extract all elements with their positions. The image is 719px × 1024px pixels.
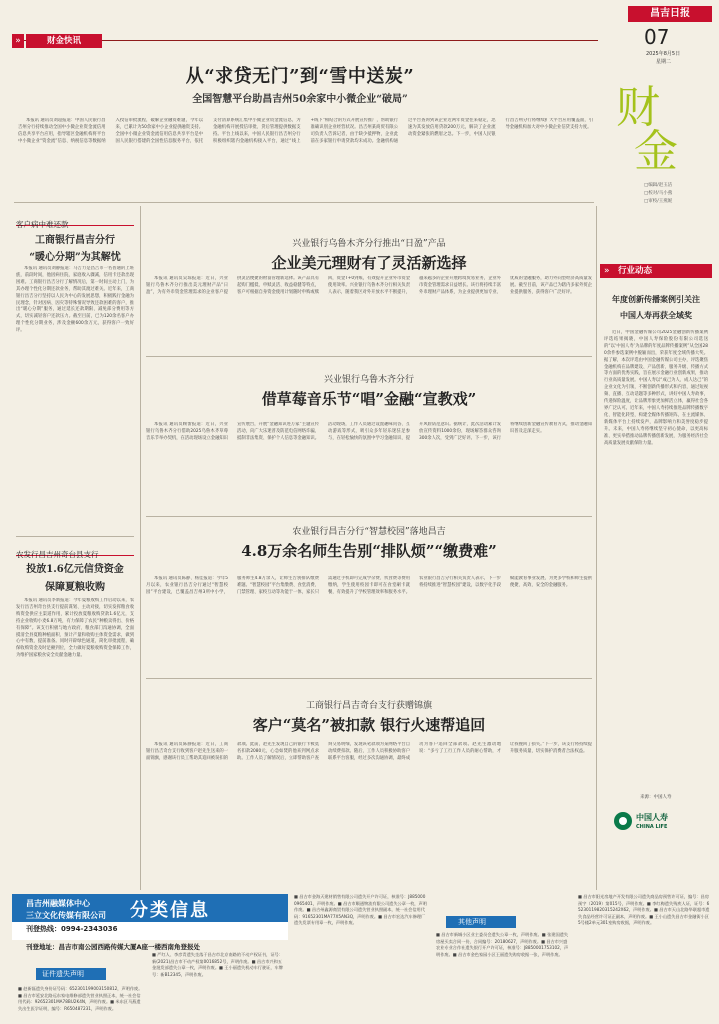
credit-review: □审校/王燕妮 <box>644 199 673 204</box>
right-column-title-2: 中国人寿再获全域奖 <box>620 310 692 320</box>
china-life-logo-mark-inner-icon <box>619 817 627 825</box>
left-story-1-body: 本报讯 通讯员刘静报道：马吉力是昌吉市一名普通的上班族，前段时间，他因病住院，家庭收入骤减，信用卡还款出现困难。工商银行昌吉分行了解情况后，第一时间主动上门，为其办理个性化分期还款业务，帮助其渡过难关。近年来，工商银行昌吉分行坚持以人民为中心的发展思想，积极践行金融为民理念，针对因病、因灾等特殊情况导致还款困难的客户，推出“暖心分期”服务，通过延长还款期限、减免部分费用等方式，切实减轻客户还款压力。截至目前，已为120余名客户办理个性化分期业务，涉及金额600余万元，获得客户一致好评。 <box>16 266 134 334</box>
left-story-2-body: 本报讯 通讯员李新报道：今年夏粮收购工作启动以来，农发行昌吉州奇台县支行提前谋划、主动对接，切实发挥粮食收购资金供应主渠道作用，累计投放夏粮收购贷款1.6亿元，支持企业收购小麦6.8万吨，有力保障了农民“种粮卖得出、价格有保障”。该支行积极与地方政府、粮食部门沟通协调，全面摸清全县夏粮种植面积、预计产量和收购主体资金需求，做到心中有数、提前准备。同时开辟绿色通道，简化审批流程，确保收购资金及时足额到位，全力做好夏粮收购资金保障工作，为维护国家粮食安全贡献金融力量。 <box>16 598 134 659</box>
right-column-chevron-icon: » <box>604 266 610 276</box>
article-4 <box>146 680 592 890</box>
article-4-headline: 客户“莫名”被扣款 银行火速帮追回 <box>252 716 486 734</box>
classified-address: 刊登地址：昌吉市南公园西路传媒大厦A座一楼西南角登报处 <box>26 943 201 951</box>
left-story-2-title-1: 投放1.6亿元信贷资金 <box>26 564 124 575</box>
classified-col-2: ■ 严红人、李彦青遗失坐落于昌吉市北京南路的不动产权证书，证号：新(2021)昌吉市不动产权第0016852号，声明作废。■ 昌吉市兴和五金批发部遗失公章一枚，声明作废。■ 王小丽遗失机动车行驶证，车牌号：新B12345，声明作废。 <box>152 952 283 977</box>
article-1-body: 本报讯 通讯员吴琼报道：近日，兴业银行乌鲁木齐分行推出美元理财产品“日盈”，为有外币资金管理需求的企业客户提供灵活便捷的财富管理新选择。该产品具有起购门槛低、申赎灵活、收益稳健等特点，客户可根据自身资金使用计划随时申购或赎回，资金T+0到账，有效提升企业外币资金使用效率。兴业银行乌鲁木齐分行相关负责人表示，随着我区对外开放水平不断提升，越来越多的企业开展跨境贸易业务，企业外币资金管理需求日益增长。该行将持续丰富外币理财产品体系，为企业提供更加专业、优质的金融服务，助力外向型经济高质量发展。截至目前，该产品已为辖内多家外贸企业提供服务，获得客户广泛好评。 <box>146 276 592 295</box>
lead-subheadline: 全国智慧平台助昌吉州50余家中小微企业“破局” <box>192 94 408 105</box>
lead-headline: 从“求贷无门”到“雪中送炭” <box>185 66 415 87</box>
classified-company-2: 三立文化传媒有限公司 <box>26 911 106 920</box>
classified-heading: 分类信息 <box>130 900 210 921</box>
right-column-body: 近日，中国金融传媒公司2025金融创新传播案例评选结果揭晓，中国人寿保险股份有限公司选送的“以‘中国人寿’为品牌的年度品牌传播案例”从全国280余件参选案例中脱颖而出，荣获年度全域传播大奖。据了解，本次评选由中国金融传媒公司主办，评选聚焦金融机构在品牌建设、产品创新、服务升级、传播方式等方面的优秀实践，旨在展示金融行业创新成果，推动行业高质量发展。中国人寿以“成己为人、成人达己”的企业文化为引领，不断创新传播形式和内容，通过短视频、直播、互动话题等多种形式，讲好中国人寿故事，传递保险温度，让品牌形象更加鲜活立体，赢得社会各界广泛认可。近年来，中国人寿持续推进品牌传播数字化、智能化转型，构建全媒体传播矩阵，在主流媒体、新媒体平台上持续发声，品牌影响力和美誉度稳步提升。未来，中国人寿将继续坚守初心使命，以更高标准、更实举措推动品牌传播创新发展，为服务经济社会高质量发展贡献保险力量。 <box>604 330 708 446</box>
article-3 <box>146 518 592 676</box>
article-1 <box>146 206 592 356</box>
article-2-kicker: 兴业银行乌鲁木齐分行 <box>323 375 414 385</box>
article-1-headline: 企业美元理财有了灵活新选择 <box>271 254 467 272</box>
right-column-banner <box>600 264 712 278</box>
classified-col-4: ■ 昌吉市新城小区业主委员会遗失公章一枚，声明作废。■ 张建国遗失房屋买卖合同一份，合同编号：20180627，声明作废。■ 昌吉市兴盛农业专业合作社遗失银行开户许可证，核准号：J8850001753102，声明作废。■ 昌吉市金色家园小区王丽遗失购房收据一张，声明作废。 <box>436 932 569 957</box>
right-column <box>600 250 712 890</box>
section-label: 财金快讯 <box>26 34 102 48</box>
left-story-1-title-1: 工商银行昌吉分行 <box>35 235 115 246</box>
classified-col-5: ■ 昌吉市阳光房地产开发有限公司遗失商品房预售许可证，编号：昌房预字（2019）第015号，声明作废。■ 李红梅遗失残疾人证，证号：65230119820315242X62，声明作废。■ 昌吉市天山北路华联超市遗失食品经营许可证正副本，声明作废。■ 王小山遗失昌吉市金融街小区5号楼2单元301室购房收据，声明作废。 <box>578 894 710 926</box>
classified-category-1 <box>36 968 106 980</box>
section-chevron-icon: » <box>12 34 24 48</box>
article-2 <box>146 358 592 514</box>
classified-section <box>12 894 712 1020</box>
article-4-body: 本报讯 通讯员陈静报道：近日，工商银行昌吉奇台支行收到客户赵先生送来的一面锦旗，感谢该行员工帮助其追回被误扣的款项。此前，赵先生发现自己的银行卡被莫名扣款2080元，心急如焚的他来到网点求助。工作人员了解情况后，立即帮助客户查询交易明细，发现该笔款项为某网络平台自动续费扣款。随后，工作人员积极协助客户联系平台客服，经过多次沟通协调，最终成功为客户追回全部款项。赵先生激动地说：“多亏了工行工作人员的耐心帮助，才让我挽回了损失。”下一步，该支行将持续提升服务质量，切实保护消费者合法权益。 <box>146 742 592 761</box>
china-life-logo-en: CHINA LIFE <box>636 824 668 830</box>
classified-company-1: 昌吉州融媒体中心 <box>26 899 90 908</box>
classified-category-2-text: 其他声明 <box>458 918 486 926</box>
china-life-logo-cn: 中国人寿 <box>636 812 668 822</box>
article-4-kicker: 工商银行昌吉奇台支行获赠锦旗 <box>305 701 432 711</box>
masthead <box>600 6 712 68</box>
section-decoration <box>604 84 712 244</box>
paper-name-tag: 昌吉日报 <box>628 6 712 22</box>
issue-date: 2025年8月5日 <box>646 51 681 57</box>
article-2-headline: 借草莓音乐节“唱”金融“宣教戏” <box>261 390 477 408</box>
left-story-1-kicker-text: 客户病中难还款 <box>16 220 69 229</box>
section-banner <box>12 34 104 48</box>
right-column-title-1: 年度创新传播案例引关注 <box>612 294 700 304</box>
section-char-cai: 财 <box>616 82 660 133</box>
right-column-source: 来源：中国人寿 <box>640 795 672 800</box>
classified-category-2 <box>446 916 516 928</box>
left-story-1-kicker <box>16 212 134 229</box>
classified-phone-text: 刊登热线：0994-2343036 <box>26 925 118 933</box>
classified-category-1-text: 证件遗失声明 <box>42 970 84 978</box>
left-story-2-kicker-text: 农发行昌吉州奇台县支行 <box>16 550 99 559</box>
classified-phone <box>12 922 288 940</box>
lead-body: 本报讯 通讯员刘超报道：中国人民银行昌吉州分行持续推动全国中小微企业资金流信用信息共享平台应用，指导辖区金融机构将平台中小微企业“资金流”信息、纳税信息等数据纳入授信审批流程，破解企业融资难题，今年以来，已累计为50余家中小企业提供融资支持。全国中小微企业资金流信用信息共享平台是中国人民银行搭建的全国性信息服务平台，依托支付清算系统汇集中小微企业资金流信息，为金融机构开展授信审批、贷后管理提供数据支持。平台上线以来，中国人民银行昌吉州分行积极组织辖内金融机构接入平台，通过“线上+线下”相结合的方式开展宣传推广，帮助银行准确识别企业经营状况。昌吉州某商贸有限公司负责人告诉记者，由于缺少抵押物，企业此前在多家银行申请贷款均未成功。金融机构通过平台查询到该企业近两年资金往来稳定，迅速为其发放信用贷款200万元，解决了企业流动资金紧张的燃眉之急。下一步，中国人民银行昌吉州分行将继续扩大平台应用覆盖面，引导金融机构加大对中小微企业信贷支持力度。 <box>18 118 593 144</box>
right-column-tag: 行业动态 <box>618 266 653 276</box>
china-life-logo <box>614 810 704 834</box>
issue-weekday: 星期二 <box>656 59 672 65</box>
article-3-headline: 4.8万余名师生告别“排队烦”“缴费难” <box>241 542 497 560</box>
credit-proof: □校对/马小燕 <box>644 191 673 196</box>
credit-editor: □编辑/赵玉洁 <box>644 183 673 188</box>
classified-col-1: ■ 赵新磊遗失身份证号码：652301199003150812，声明作废。■ 昌吉市延安北路远东家电维修部遗失营业执照正本，统一社会信用代码：92652301MA78BU2K4N，声明作废。■ 米东区马燕遗失出生医学证明，编号：R650487231，声明作废。 <box>18 986 143 1011</box>
left-story-1-title-2: “暖心分期”为其解忧 <box>29 252 121 263</box>
section-char-jin: 金 <box>634 126 678 177</box>
article-2-body: 本报讯 通讯员顾蕾报道：近日，兴业银行乌鲁木齐分行借助2025乌鲁木齐草莓音乐节举办契机，在活动现场设立金融知识宣传展台，开展“金融知识进万家”主题宣传活动，向广大乐迷普及防范电信网络诈骗、抵制非法集资、保护个人信息等金融知识。活动现场，工作人员通过设置趣味问答、互动游戏等形式，吸引众多年轻乐迷驻足参与，在轻松愉快的氛围中学习金融知识、提升风险防范意识。据统计，此次活动累计发放宣传资料1000余份，现场解答群众咨询300余人次，受到广泛好评。下一步，该行将继续创新金融宣传教育方式，推动金融知识普及走深走实。 <box>146 422 592 441</box>
left-story-2-title-2: 保障夏粮收购 <box>45 582 105 593</box>
article-1-kicker: 兴业银行乌鲁木齐分行推出“日盈”产品 <box>292 239 446 249</box>
left-story-2-kicker <box>16 542 134 559</box>
classified-col-3: ■ 昌吉市金海天建材销售有限公司遗失开户许可证，核准号：J8850000965401，声明作废。■ 昌吉市顺通物流有限公司遗失公章一枚，声明作废。■ 昌吉州鑫源商贸有限公司遗失营业执照副本，统一社会信用代码：91652301MA77X5AN3Q，声明作废。■ 昌吉市宏达汽车修理厂遗失发票专用章一枚，声明作废。 <box>294 894 427 926</box>
left-column <box>12 206 138 892</box>
article-3-kicker: 农业银行昌吉分行“智慧校园”落地昌吉 <box>292 527 446 537</box>
page-number: 07 <box>644 25 670 49</box>
article-3-body: 本报讯 通讯员陈静、杨佳报道：今年5月以来，农业银行昌吉分行通过“智慧校园”平台建设，已覆盖昌吉州3所中小学，服务师生4.8万余人，让师生告别排队缴费难题。“智慧校园”平台集缴费、食堂消费、门禁管理、家校互动等功能于一体，家长只需通过手机即可完成学杂费、伙食费等费用缴纳，学生使用校园卡即可在食堂刷卡就餐，有效提升了学校管理效率和服务水平。农业银行昌吉分行相关负责人表示，下一步将持续推进“智慧校园”建设，以数字化手段赋能教育事业发展，为更多学校和师生提供便捷、高效、安全的金融服务。 <box>146 576 592 595</box>
